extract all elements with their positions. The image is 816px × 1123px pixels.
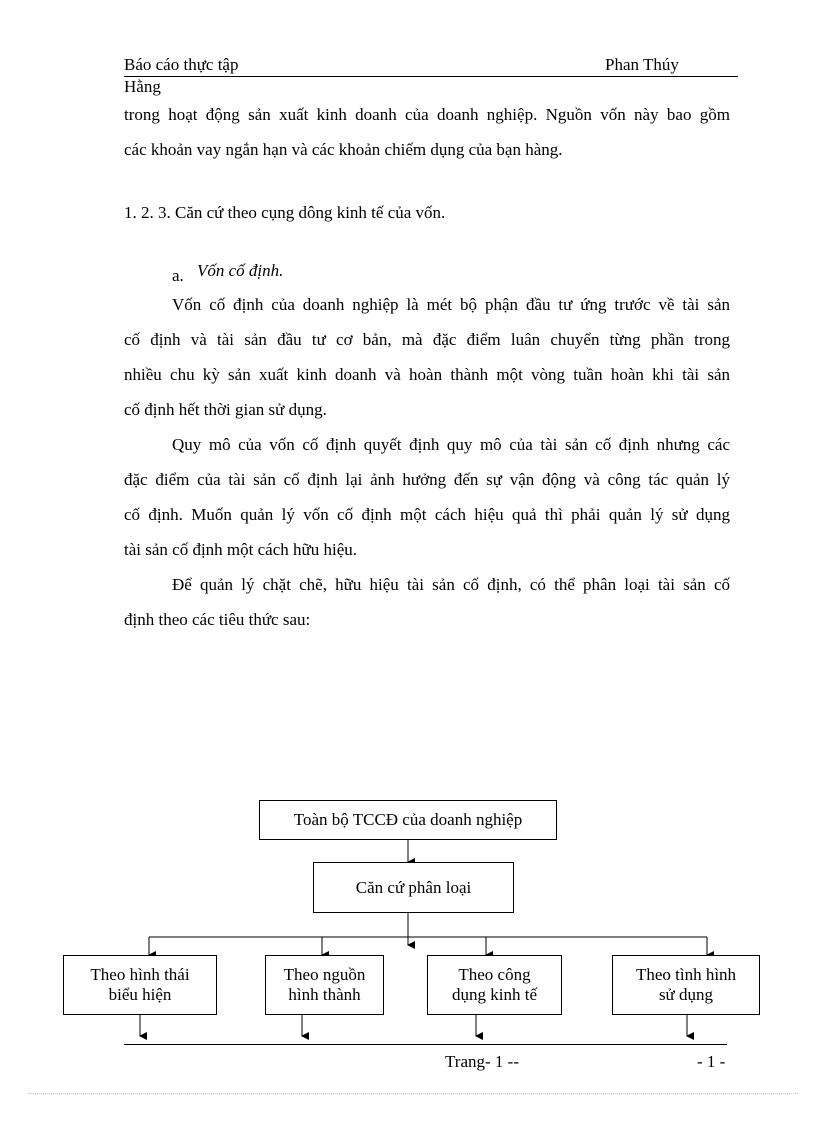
paragraph-line: cố định. Muốn quản lý vốn cố định một cách hiệu quả thì phải quản lý sử dụng <box>124 505 730 524</box>
leaf-line: Theo tình hình <box>635 965 737 984</box>
leaf-line: biểu hiện <box>108 985 172 1004</box>
paragraph-line: Để quản lý chặt chẽ, hữu hiệu tài sản cố định, có thể phân loại tài sản cố <box>172 575 730 594</box>
footer-page-number: - 1 - <box>697 1052 726 1071</box>
paragraph-line: cố định hết thời gian sử dụng. <box>124 400 327 419</box>
footer-rule <box>124 1044 727 1045</box>
diagram-root-box: Toàn bộ TCCĐ của doanh nghiệp <box>259 800 557 840</box>
section-heading: 1. 2. 3. Căn cứ theo cụng dông kinh tế của vốn. <box>124 203 446 222</box>
leaf-line: sử dụng <box>658 985 714 1004</box>
leaf-line: Theo hình thái <box>90 965 190 984</box>
diagram-leaf-box <box>612 955 760 1015</box>
diagram-leaf-box <box>427 955 562 1015</box>
diagram-middle-box: Căn cứ phân loại <box>313 862 514 913</box>
leaf-line: Theo công <box>458 965 531 984</box>
paragraph-line: đặc điểm của tài sản cố định lại ảnh hưởng đến sự vận động và công tác quản lý <box>124 470 730 489</box>
leaf-line: Theo nguồn <box>283 965 366 984</box>
paragraph-line: nhiều chu kỳ sản xuất kinh doanh và hoàn thành một vòng tuần hoàn khi tài sản <box>124 365 730 384</box>
subheading-marker: a. <box>172 266 184 285</box>
page-bottom-dotted-line <box>28 1093 798 1094</box>
paragraph-line: trong hoạt động sản xuất kinh doanh của doanh nghiệp. Nguồn vốn này bao gồm <box>124 105 730 124</box>
subheading-title: Vốn cố định. <box>197 261 284 280</box>
header-left: Báo cáo thực tập <box>124 55 239 74</box>
paragraph-line: Quy mô của vốn cố định quyết định quy mô của tài sản cố định nhưng các <box>172 435 730 454</box>
paragraph-line: Vốn cố định của doanh nghiệp là mét bộ phận đầu tư ứng trước về tài sản <box>172 295 730 314</box>
paragraph-line: cố định và tài sản đầu tư cơ bản, mà đặc điểm luân chuyển từng phần trong <box>124 330 730 349</box>
header-right: Phan Thúy <box>605 55 679 74</box>
paragraph-line: tài sản cố định một cách hữu hiệu. <box>124 540 357 559</box>
paragraph-line: định theo các tiêu thức sau: <box>124 610 311 629</box>
diagram-leaf-box <box>63 955 217 1015</box>
paragraph-line: các khoản vay ngắn hạn và các khoản chiếm dụng của bạn hàng. <box>124 140 563 159</box>
header-continuation: Hằng <box>124 77 161 96</box>
diagram-leaf-box <box>265 955 384 1015</box>
leaf-line: dụng kinh tế <box>452 985 537 1004</box>
leaf-line: hình thành <box>288 985 361 1004</box>
footer-page-label: Trang- 1 -- <box>445 1052 519 1071</box>
